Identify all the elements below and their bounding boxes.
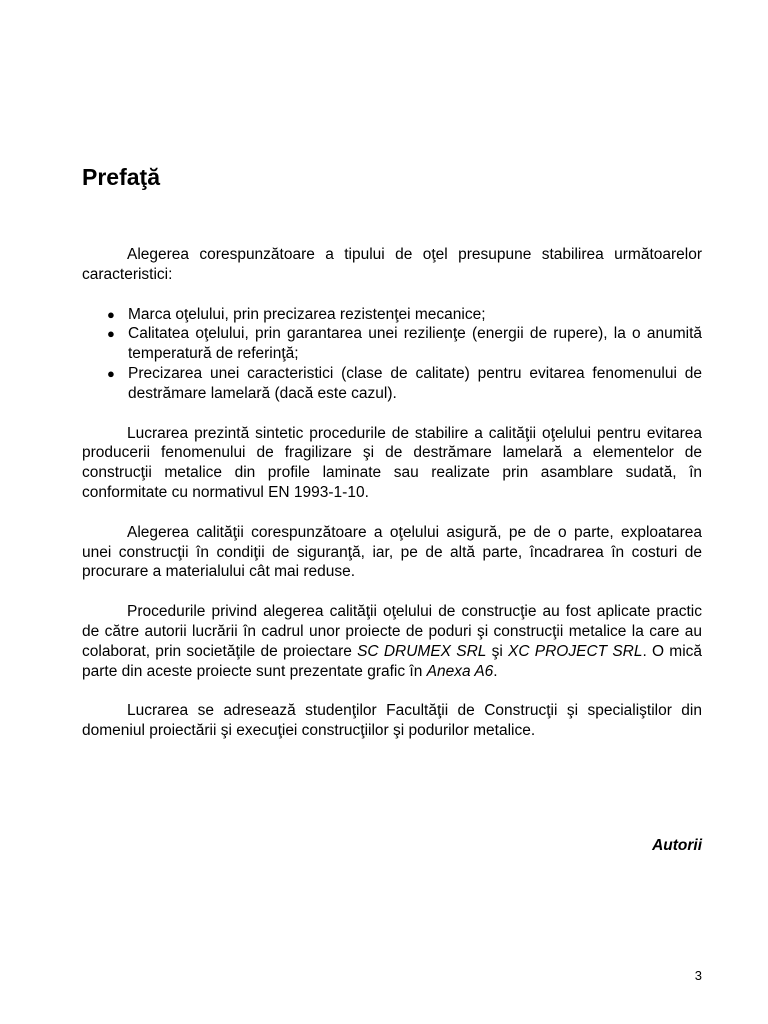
list-item-text: Marca oţelului, prin precizarea rezistenţei mecanice; [128, 305, 486, 323]
page-title: Prefaţă [82, 164, 160, 190]
paragraph-gap [82, 503, 702, 523]
paragraph-gap [82, 582, 702, 602]
list-item-text: Calitatea oţelului, prin garantarea unei rezilienţe (energii de rupere), la o anumită temperatură de referinţă; [128, 325, 702, 363]
company-name-drumex: SC DRUMEX SRL [357, 642, 487, 660]
preface-body [82, 245, 702, 741]
annex-reference: Anexa A6 [426, 662, 494, 680]
benefits-paragraph: Alegerea calităţii corespunzătoare a oţelului asigură, pe de o parte, exploatarea unei construcţii în condiţii de siguranţă, iar, pe de altă parte, încadrarea în costuri de procurare a materialului cât mai reduse. [82, 523, 702, 581]
list-item-text: Precizarea unei caracteristici (clase de calitate) pentru evitarea fenomenului de destrămare lamelară (dacă este cazul). [128, 364, 702, 402]
list-item [82, 305, 702, 325]
bullet-icon: ● [107, 326, 115, 342]
paragraph-gap [82, 404, 702, 424]
characteristics-list [82, 305, 702, 404]
application-paragraph [82, 602, 702, 681]
company-name-xc-project: XC PROJECT SRL [508, 642, 643, 660]
bullet-icon: ● [107, 306, 115, 322]
paragraph-text: . [493, 662, 498, 680]
scope-paragraph: Lucrarea prezintă sintetic procedurile de stabilire a calităţii oţelului pentru evitarea producerii fenomenului de fragilizare şi de destrămare lamelară a elementelor de construcţii metalice din profile laminate sau realizate prin asamblare sudată, în conformitate cu normativul EN 1993-1-10. [82, 424, 702, 501]
page-number: 3 [694, 968, 702, 983]
paragraph-gap [82, 285, 702, 305]
paragraph-text: Procedurile privind alegerea calităţii oţelului de construcţie au fost aplicate practic de către autorii lucrării în cadrul unor proiecte de poduri şi construcţii metalice la care au colaborat, prin societăţile de proiectare [82, 603, 702, 660]
paragraph-text: . O mică parte din aceste proiecte sunt prezentate grafic în [82, 642, 703, 680]
audience-paragraph: Lucrarea se adresează studenţilor Facultăţii de Construcţii şi specialiştilor din domeniul proiectării şi execuţiei construcţiilor şi podurilor metalice. [82, 702, 702, 740]
list-item [82, 324, 702, 364]
bullet-icon: ● [107, 365, 115, 381]
paragraph-gap [82, 681, 702, 701]
paragraph-text: şi [486, 642, 509, 660]
intro-paragraph: Alegerea corespunzătoare a tipului de oţel presupune stabilirea următoarelor caracteristici: [82, 246, 702, 283]
list-item [82, 364, 702, 404]
authors-signature: Autorii [652, 837, 702, 854]
